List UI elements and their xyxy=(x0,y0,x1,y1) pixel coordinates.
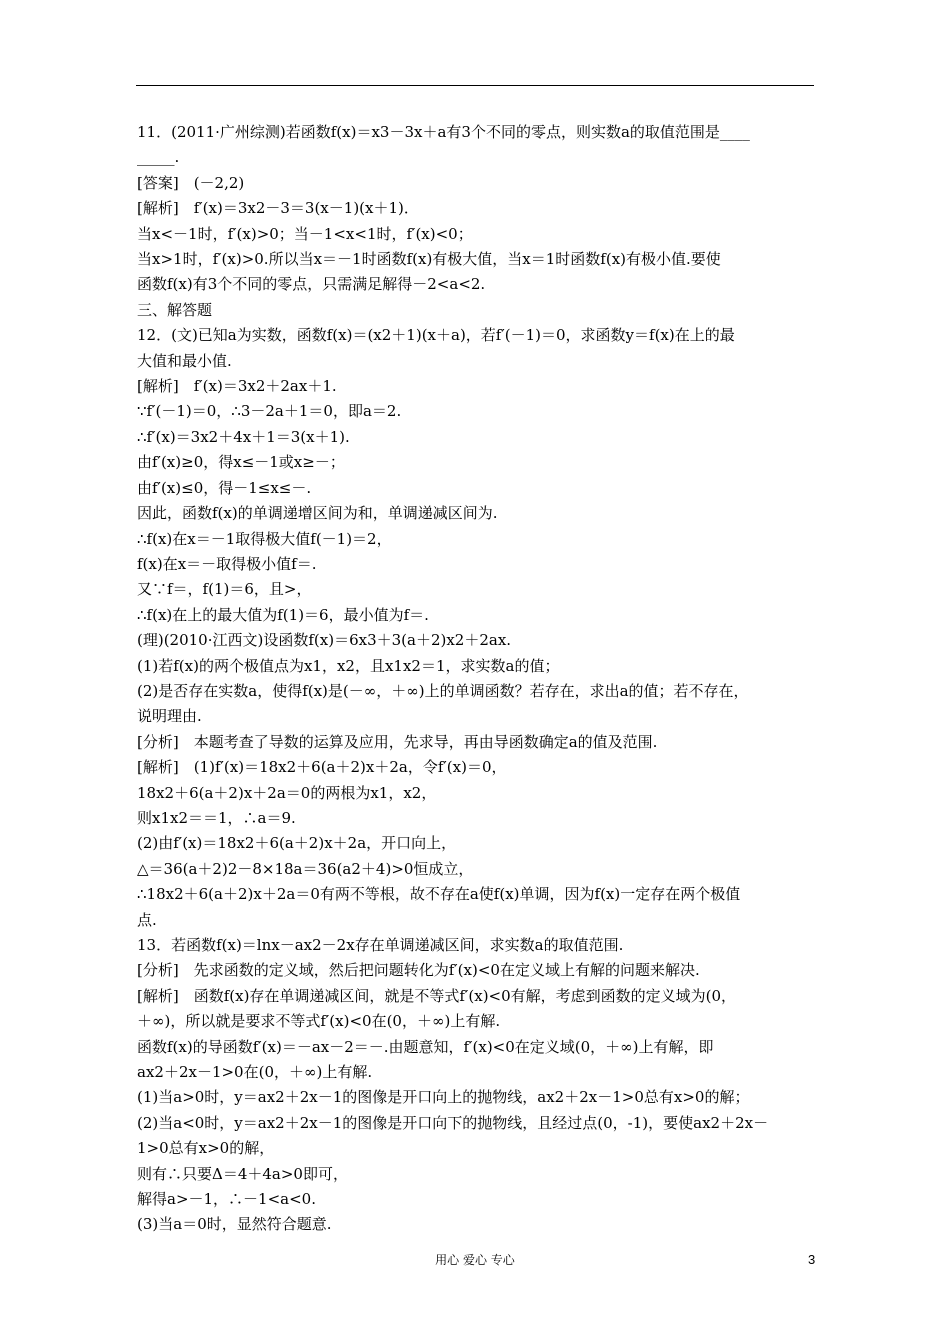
text-line: (1)若f(x)的两个极值点为x1，x2，且x1x2＝1，求实数a的值； xyxy=(137,656,560,675)
text-line: 由f′(x)≥0，得x≤－1或x≥－； xyxy=(137,453,345,472)
text-line: 则有∴只要Δ＝4＋4a>0即可， xyxy=(137,1164,348,1183)
text-line: (1)当a>0时，y＝ax2＋2x－1的图像是开口向上的抛物线，ax2＋2x－1>0总有x>0的解； xyxy=(137,1088,750,1107)
header-rule xyxy=(136,85,814,86)
text-line: 13．若函数f(x)＝lnx－ax2－2x存在单调递减区间，求实数a的取值范围. xyxy=(137,936,624,954)
text-line: [解析] 函数f(x)存在单调递减区间，就是不等式f′(x)<0有解，考虑到函数的定义域为(0， xyxy=(137,986,737,1005)
text-line: △＝36(a＋2)2－8×18a＝36(a2＋4)>0恒成立， xyxy=(137,859,474,878)
text-line: 解得a>－1，∴－1<a<0. xyxy=(137,1190,316,1209)
text-line: [解析] f′(x)＝3x2－3＝3(x－1)(x＋1)． xyxy=(137,199,419,218)
text-line: [解析] (1)f′(x)＝18x2＋6(a＋2)x＋2a，令f′(x)＝0， xyxy=(137,758,507,777)
text-line: ∵f′(－1)＝0，∴3－2a＋1＝0，即a＝2. xyxy=(137,402,402,421)
text-line: 三、解答题 xyxy=(137,300,213,319)
text-line: (2)当a<0时，y＝ax2＋2x－1的图像是开口向下的抛物线，且经过点(0，-1)，要使ax2＋2x－ xyxy=(137,1113,769,1132)
text-line: 函数f(x)的导函数f′(x)＝－ax－2＝－.由题意知，f′(x)<0在定义域(0，＋∞)上有解，即 xyxy=(137,1037,714,1056)
text-line: ∴f(x)在上的最大值为f(1)＝6，最小值为f＝. xyxy=(137,605,429,624)
text-line: 大值和最小值. xyxy=(137,351,232,370)
text-line: 因此，函数f(x)的单调递增区间为和，单调递减区间为. xyxy=(137,504,498,523)
text-line: 当x<－1时，f′(x)>0；当－1<x<1时，f′(x)<0； xyxy=(137,224,473,243)
text-line: _____. xyxy=(137,148,180,167)
text-line: 又∵f＝，f(1)＝6，且>， xyxy=(137,580,312,599)
text-line: 18x2＋6(a＋2)x＋2a＝0的两根为x1，x2， xyxy=(137,783,437,802)
text-line: (2)由f′(x)＝18x2＋6(a＋2)x＋2a，开口向上， xyxy=(137,834,457,853)
text-line: 函数f(x)有3个不同的零点，只需满足解得－2<a<2. xyxy=(137,275,486,294)
text-line: (2)是否存在实数a，使得f(x)是(－∞，＋∞)上的单调函数？若存在，求出a的值；若不存在， xyxy=(137,681,749,700)
text-line: ax2＋2x－1>0在(0，＋∞)上有解. xyxy=(137,1063,373,1082)
page-number: 3 xyxy=(808,1252,816,1267)
text-line: [分析] 先求函数的定义域，然后把问题转化为f′(x)<0在定义域上有解的问题来解决. xyxy=(137,961,700,980)
text-line: 12．(文)已知a为实数，函数f(x)＝(x2＋1)(x＋a)，若f′(－1)＝0，求函数y＝f(x)在上的最 xyxy=(137,326,735,345)
text-line: 1>0总有x>0的解， xyxy=(137,1139,275,1158)
text-line: [解析] f′(x)＝3x2＋2ax＋1. xyxy=(137,377,337,396)
text-line: 当x>1时，f′(x)>0.所以当x＝－1时函数f(x)有极大值，当x＝1时函数f(x)有极小值.要使 xyxy=(137,250,721,269)
page-footer xyxy=(0,1250,950,1270)
document-body xyxy=(137,120,817,1238)
text-line: ＋∞)，所以就是要求不等式f′(x)<0在(0，＋∞)上有解. xyxy=(137,1012,501,1031)
footer-motto: 用心 爱心 专心 xyxy=(435,1253,515,1267)
text-line: 11．(2011·广州综测)若函数f(x)＝x3－3x＋a有3个不同的零点，则实数a的取值范围是____ xyxy=(137,123,750,141)
text-line: (理)(2010·江西文)设函数f(x)＝6x3＋3(a＋2)x2＋2ax. xyxy=(137,631,512,650)
text-line: 由f′(x)≤0，得－1≤x≤－. xyxy=(137,478,312,497)
text-line: ∴18x2＋6(a＋2)x＋2a＝0有两不等根，故不存在a使f(x)单调，因为f(x)一定存在两个极值 xyxy=(137,885,741,904)
text-line: f(x)在x＝－取得极小值f＝. xyxy=(137,554,317,573)
text-line: 点. xyxy=(137,910,157,929)
text-line: ∴f(x)在x＝－1取得极大值f(－1)＝2， xyxy=(137,529,392,548)
text-line: ∴f′(x)＝3x2＋4x＋1＝3(x＋1). xyxy=(137,427,350,446)
text-line: 说明理由. xyxy=(137,707,202,726)
text-line: [答案] (－2,2) xyxy=(137,173,245,192)
text-line: [分析] 本题考查了导数的运算及应用，先求导，再由导函数确定a的值及范围. xyxy=(137,732,658,751)
text-line: 则x1x2＝＝1，∴a＝9. xyxy=(137,808,296,827)
text-line: (3)当a＝0时，显然符合题意. xyxy=(137,1215,332,1234)
